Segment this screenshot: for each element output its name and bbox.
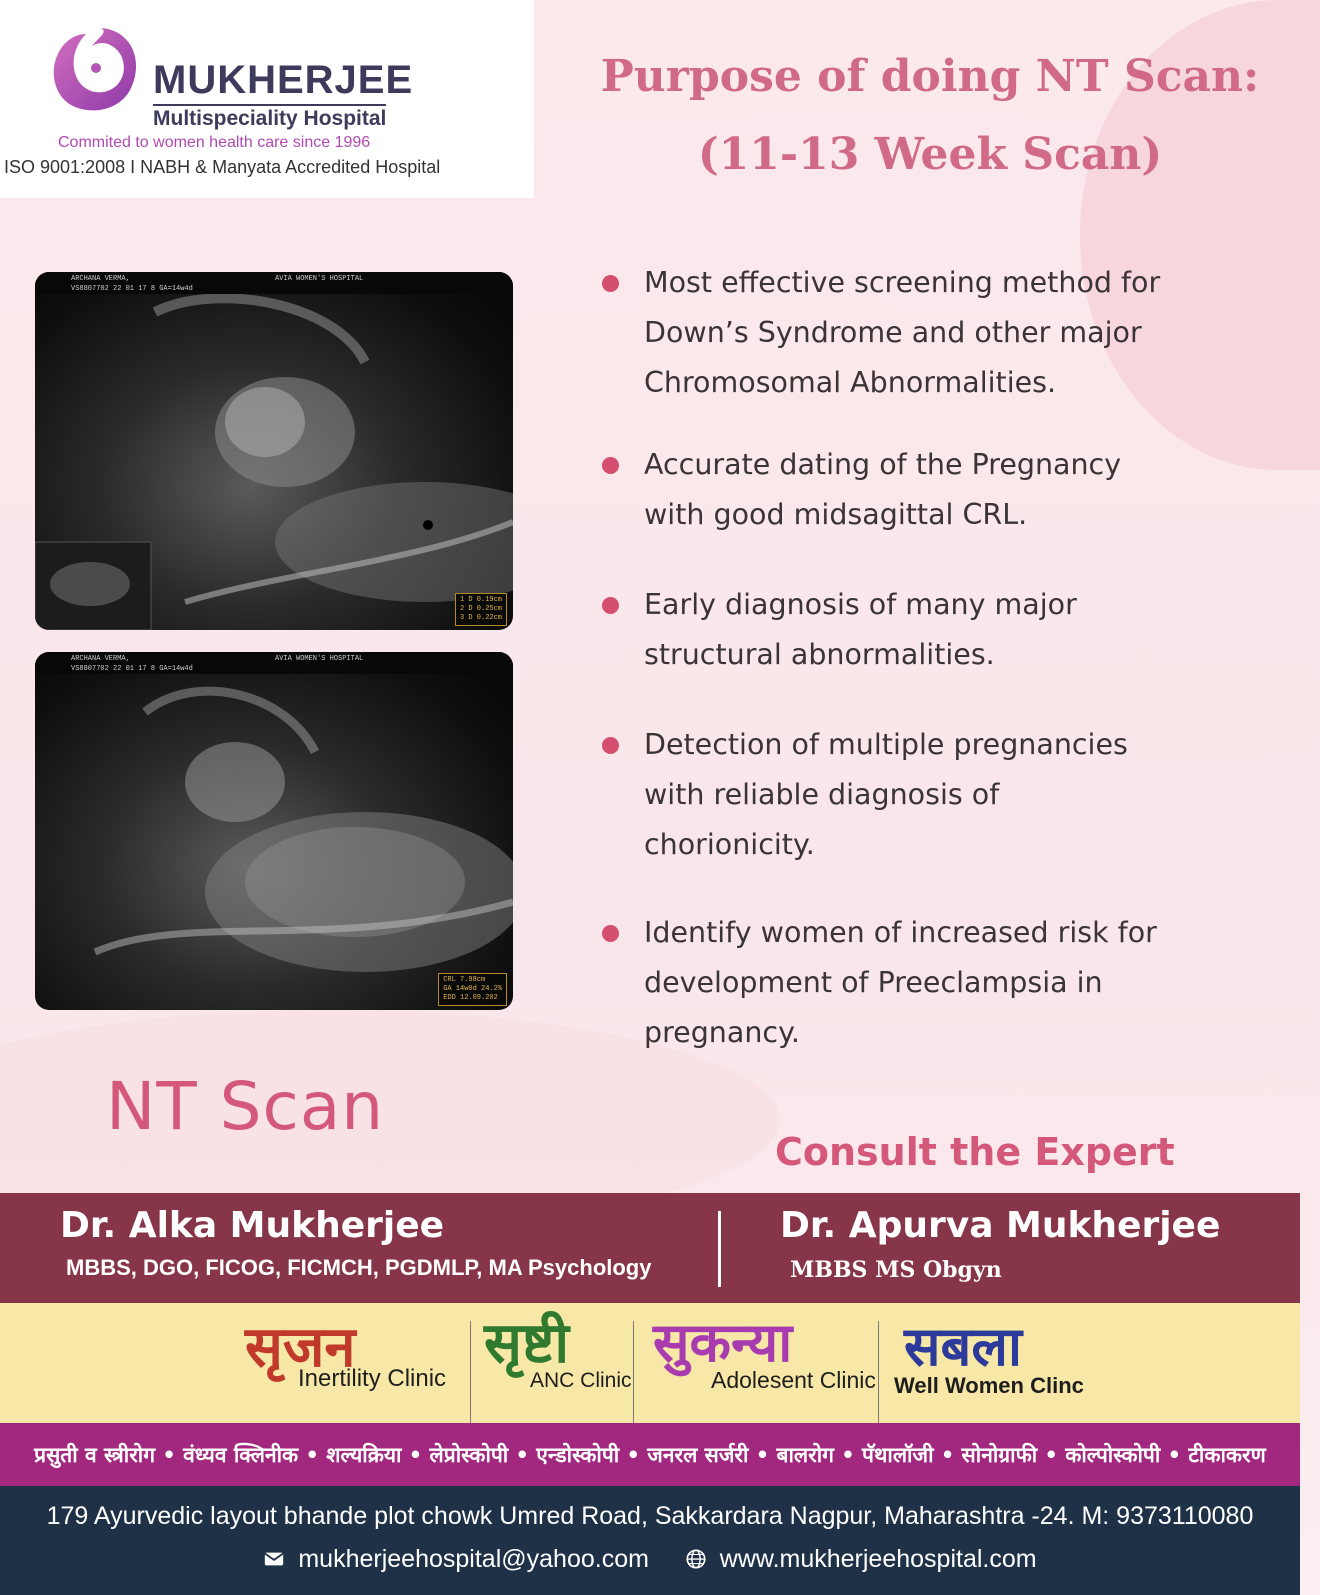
mail-icon: [263, 1548, 285, 1570]
services-band: [0, 1423, 1300, 1486]
logo-subtitle: Multispeciality Hospital: [153, 104, 386, 131]
doctors-band: [0, 1193, 1300, 1303]
purpose-line: structural abnormalities.: [644, 638, 995, 671]
purpose-line: development of Preeclampsia in: [644, 966, 1103, 999]
clinic-srushti: [470, 1303, 633, 1423]
purpose-line: Down’s Syndrome and other major: [644, 316, 1142, 349]
services-list: प्रसुती व स्त्रीरोग • वंध्यव क्लिनीक • शल्यक्रिया • लेप्रोस्कोपी • एन्डोस्कोपी • जनरल सर्जरी • बालरोग • पॅथालॉजी • सोनोग्राफी • कोल्पोस्कोपी • टीकाकरण: [34, 1442, 1266, 1467]
page-heading: [590, 38, 1270, 194]
scan-measure-line: 1 D 0.19cm: [459, 596, 502, 604]
purpose-item-4: [600, 720, 1128, 870]
purpose-line: Detection of multiple pregnancies: [644, 728, 1128, 761]
purpose-line: with good midsagittal CRL.: [644, 498, 1028, 531]
email-link[interactable]: mukherjeehospital@yahoo.com: [298, 1544, 649, 1573]
clinic-devanagari-name: सृष्टी: [484, 1311, 570, 1376]
purpose-line: with reliable diagnosis of: [644, 778, 1000, 811]
doctor-name-2: Dr. Apurva Mukherjee: [780, 1205, 1221, 1246]
purpose-line: pregnancy.: [644, 1016, 800, 1049]
logo-name: MUKHERJEE: [153, 58, 414, 102]
clinic-devanagari-name: सृजन: [245, 1315, 356, 1380]
website-link[interactable]: www.mukherjeehospital.com: [719, 1544, 1037, 1573]
clinic-devanagari-name: सुकन्या: [653, 1311, 793, 1374]
scan-patient-name-1: ARCHANA VERMA,: [71, 275, 130, 283]
doctor-qualifications-1: MBBS, DGO, FICOG, FICMCH, PGDMLP, MA Psychology: [66, 1255, 652, 1280]
clinic-english-name: Adolesent Clinic: [711, 1367, 876, 1393]
scan-measure-line: EDD 12.09.202: [443, 994, 498, 1002]
heading-line-1: Purpose of doing NT Scan:: [600, 51, 1260, 102]
mother-child-logo-icon: [46, 20, 146, 120]
scan-measure-line: GA 14w0d 24.2%: [443, 985, 502, 993]
heading-line-2: (11-13 Week Scan): [697, 129, 1163, 180]
scan-patient-name-2: ARCHANA VERMA,: [71, 655, 130, 663]
scan-hospital-2: AVIA WOMEN'S HOSPITAL: [275, 655, 364, 663]
scan-measurements-2: [438, 973, 507, 1006]
nt-scan-title: NT Scan: [106, 1068, 385, 1145]
bullet-icon: [602, 925, 619, 942]
purpose-item-5: [600, 908, 1157, 1058]
accreditation-text: ISO 9001:2008 I NABH & Manyata Accredited Hospital: [4, 157, 441, 177]
ultrasound-image-1: [35, 272, 513, 630]
consult-expert-heading: Consult the Expert: [775, 1130, 1175, 1174]
globe-icon: [685, 1548, 707, 1570]
scan-measure-line: 2 D 0.25cm: [459, 605, 502, 613]
ultrasound-image-2: [35, 652, 513, 1010]
purpose-line: Early diagnosis of many major: [644, 588, 1077, 621]
hospital-logo-block: [0, 0, 534, 198]
bullet-icon: [602, 597, 619, 614]
scan-hospital-1: AVIA WOMEN'S HOSPITAL: [275, 275, 364, 283]
contact-line: [0, 1544, 1300, 1574]
bullet-icon: [602, 275, 619, 292]
ultrasound-texture-2: [35, 652, 513, 1010]
purpose-item-3: [600, 580, 1077, 680]
purpose-line: chorionicity.: [644, 828, 815, 861]
bullet-icon: [602, 457, 619, 474]
purpose-line: Identify women of increased risk for: [644, 916, 1157, 949]
clinic-english-name: Inertility Clinic: [298, 1365, 447, 1392]
doctors-divider: [718, 1211, 721, 1287]
scan-measure-line: 3 D 0.22cm: [459, 614, 502, 622]
bullet-icon: [602, 737, 619, 754]
logo-tagline: Commited to women health care since 1996: [58, 134, 371, 151]
clinic-sukanya: [633, 1303, 878, 1423]
doctor-name-1: Dr. Alka Mukherjee: [60, 1205, 445, 1246]
address-line: 179 Ayurvedic layout bhande plot chowk Umred Road, Sakkardara Nagpur, Maharashtra -24. M: 9373110080: [46, 1502, 1254, 1530]
purpose-item-1: [600, 258, 1160, 408]
scan-id-line-2: VS8807702 22 01 17 8 GA=14w4d: [71, 665, 193, 673]
purpose-line: Chromosomal Abnormalities.: [644, 366, 1057, 399]
clinic-sabala: [878, 1303, 1208, 1423]
scan-measure-line: CRL 7.98cm: [443, 976, 486, 984]
clinic-devanagari-name: सबला: [904, 1315, 1022, 1378]
ultrasound-texture-1: [35, 272, 513, 630]
purpose-item-2: [600, 440, 1121, 540]
clinic-srijan: [0, 1303, 470, 1423]
scan-id-line-1: VS8807702 22 01 17 8 GA=14w4d: [71, 285, 193, 293]
clinic-english-name: Well Women Clinc: [894, 1373, 1084, 1398]
scan-measurements-1: [455, 593, 507, 626]
purpose-line: Most effective screening method for: [644, 266, 1161, 299]
doctor-qualifications-2: MBBS MS Obgyn: [790, 1257, 1002, 1283]
clinic-english-name: ANC Clinic: [530, 1369, 632, 1392]
purpose-line: Accurate dating of the Pregnancy: [644, 448, 1122, 481]
clinics-band: [0, 1303, 1300, 1423]
footer-contact: [0, 1486, 1300, 1595]
